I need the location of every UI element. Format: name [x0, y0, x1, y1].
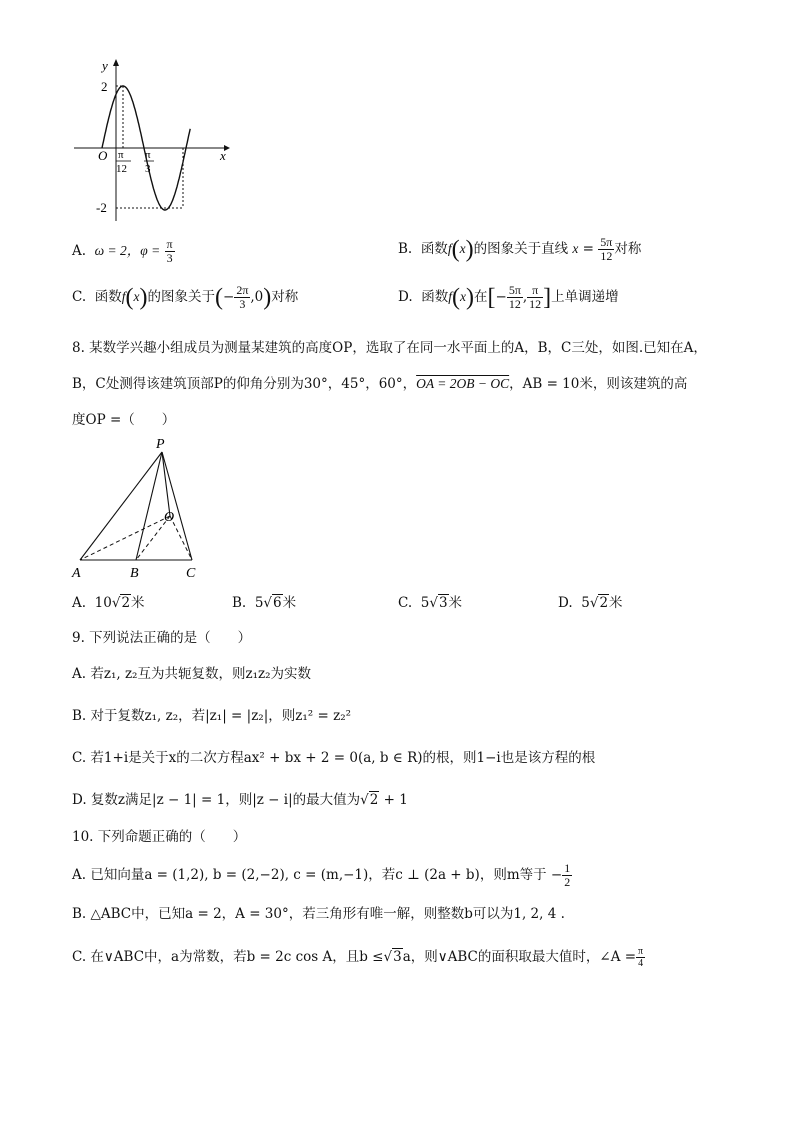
q7-option-c: C. 函数f(x)的图象关于(− $\frac{2\pi}{3}$ ,0)对称 [72, 283, 299, 311]
q8-line-2: B，C处测得该建筑顶部P的仰角分别为30°，45°，60°，OA = 2OB − OC，AB = 10米，则该建筑的高 [72, 376, 688, 392]
q8-option-a: A. 10√2米 [72, 595, 145, 611]
point-A-label: A [72, 566, 81, 581]
q7-b-fraction: $\frac{5\pi}{12}$ [600, 235, 613, 263]
q8-option-c: C. 5√3米 [398, 595, 463, 611]
q7-option-a: A. ω = 2，φ = $\frac{\pi}{3}$ [72, 237, 173, 265]
q8-line-3: 度OP =（ ） [72, 412, 176, 428]
point-P-label: P [156, 437, 165, 452]
origin-label: O [98, 148, 108, 163]
q10-a-fraction: $\frac{1}{2}$ [564, 861, 571, 889]
point-C-label: C [186, 566, 196, 581]
tick1-den: 12 [116, 163, 127, 175]
line-PA [80, 452, 162, 560]
tick1-num: π [118, 149, 124, 161]
tick2-den: 3 [145, 163, 151, 175]
q9-stem: 9. 下列说法正确的是（ ） [72, 630, 252, 646]
q10-option-a: A. 已知向量a = (1,2), b = (2,−2), c = (m,−1)，若c ⊥ (2a + b)，则m等于 − $\frac{1}{2}$ [72, 861, 571, 889]
line-PO [162, 452, 170, 516]
line-PB [136, 452, 162, 560]
line-OA [80, 516, 170, 560]
q9-option-a: A. 若z₁, z₂互为共轭复数，则z₁z₂为实数 [72, 666, 312, 682]
y-min-label: -2 [96, 200, 107, 215]
q8-figure [66, 436, 216, 582]
line-PC [162, 452, 192, 560]
q7-c-fraction: $\frac{2\pi}{3}$ [236, 283, 249, 311]
point-O-label: O [164, 510, 175, 525]
q10-option-c: C. 在∨ABC中，a为常数，若b = 2c cos A，且b ≤√3a，则∨ABC的面积取最大值时，∠A = $\frac{\pi}{4}$ [72, 946, 644, 969]
q7-option-d: D. 函数f(x)在[− $\frac{5\pi}{12}$ , $\frac{\pi}{12}$ ]上单调递增 [398, 283, 619, 311]
q7-a-fraction: $\frac{\pi}{3}$ [166, 237, 173, 265]
q8-option-d: D. 5√2米 [558, 595, 623, 611]
point-B-label: B [130, 566, 139, 581]
q9-option-d: D. 复数z满足|z − 1| = 1，则|z − i|的最大值为√2 + 1 [72, 792, 408, 808]
y-axis-arrow [113, 59, 119, 66]
q8-option-b: B. 5√6米 [232, 595, 297, 611]
y-max-label: 2 [101, 79, 108, 94]
q8-line-1: 8. 某数学兴趣小组成员为测量某建筑的高度OP，选取了在同一水平面上的A，B，C三处，如图.已知在A， [72, 340, 707, 356]
q10-c-fraction: $\frac{\pi}{4}$ [638, 946, 644, 969]
y-axis-label: y [102, 58, 108, 73]
sine-graph [66, 56, 236, 226]
q7-option-b: B. 函数f(x)的图象关于直线 x = $\frac{5\pi}{12}$ 对称 [398, 235, 642, 263]
q7-d-fraction-1: $\frac{5\pi}{12}$ [508, 283, 521, 311]
x-axis-label: x [220, 148, 226, 163]
q7-d-fraction-2: $\frac{\pi}{12}$ [529, 283, 542, 311]
q10-option-b: B. △ABC中，已知a = 2，A = 30°，若三角形有唯一解，则整数b可以为1, 2, 4 . [72, 906, 565, 922]
q10-stem: 10. 下列命题正确的（ ） [72, 829, 247, 845]
tick2-num: π [145, 149, 151, 161]
q9-option-b: B. 对于复数z₁, z₂，若|z₁| = |z₂|，则z₁² = z₂² [72, 708, 352, 724]
q9-option-c: C. 若1+i是关于x的二次方程ax² + bx + 2 = 0(a, b ∈ R)的根，则1−i也是该方程的根 [72, 750, 596, 766]
